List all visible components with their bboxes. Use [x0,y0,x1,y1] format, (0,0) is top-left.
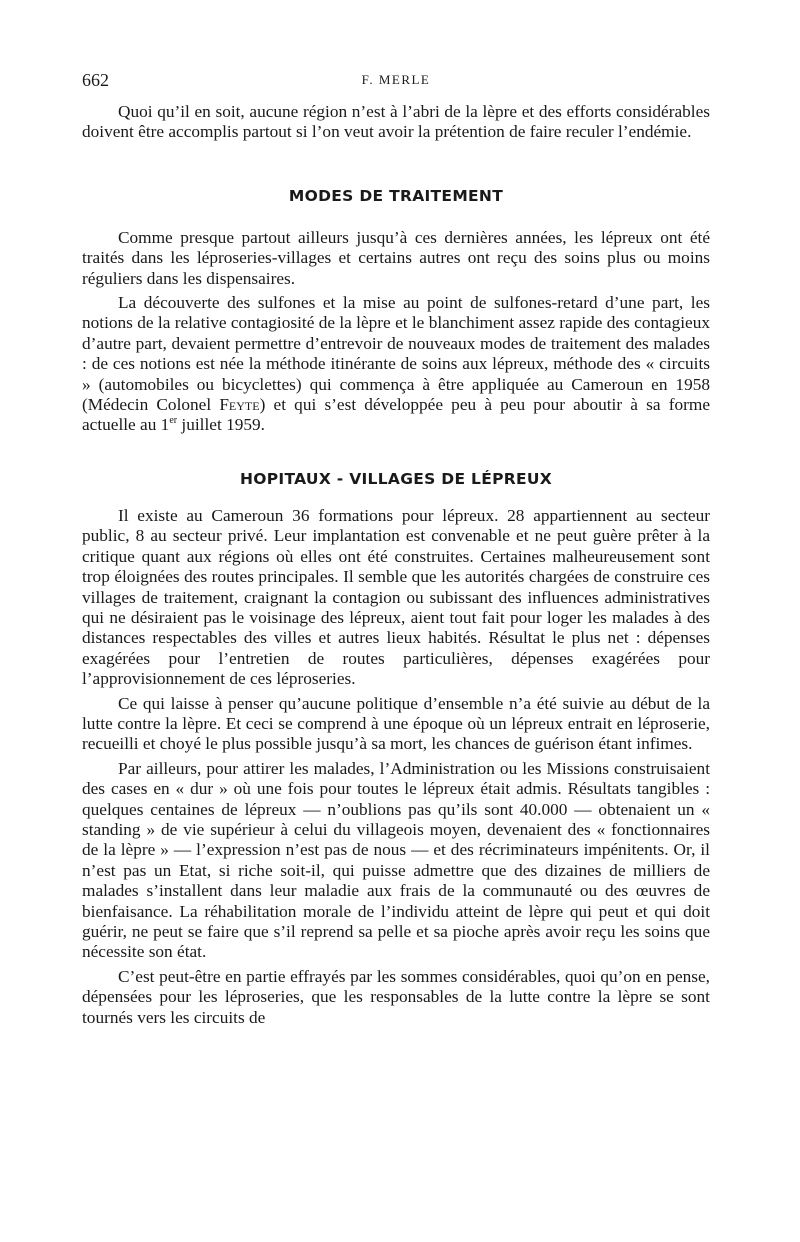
modes-paragraph-2-end: juillet 1959. [177,415,265,435]
modes-paragraph-2-mid: ) et qui s’est développée peu à peu pour aboutir à sa forme actuelle au 1 [82,395,710,435]
person-name-feyte: Feyte [219,395,260,415]
section-heading-modes-de-traitement: MODES DE TRAITEMENT [288,186,504,205]
modes-paragraph-2-text: La découverte des sulfones et la mise au point de sulfones-retard d’une part, les notions de la relative contagiosité de la lèpre et le blanchiment assez rapide des contagieux d’autre part, devaient permettre d’entrevoir de nouveaux modes de traitement des malades : de ces notions est née la méthode itinérante de soins aux lépreux, méthode des « circuits » (automobiles ou bicyclettes) qui commença à être appliquée au Cameroun en 1958 (Médecin Colonel [82,293,710,415]
modes-paragraph-2 [82,293,710,436]
section-heading-hopitaux-villages: HOPITAUX - VILLAGES DE LÉPREUX [239,469,553,488]
running-header [82,70,710,92]
modes-paragraph-1: Comme presque partout ailleurs jusqu’à ces dernières années, les lépreux ont été traités dans les léproseries-villages et certains autres ont reçu des soins plus ou moins réguliers dans les dispensaires. [82,227,710,288]
intro-paragraph: Quoi qu’il en soit, aucune région n’est à l’abri de la lèpre et des efforts considérables doivent être accomplis partout si l’on veut avoir la prétention de faire reculer l’endémie. [82,102,710,142]
ordinal-superscript: er [169,415,178,427]
page-number: 662 [82,70,109,90]
author-running-head: F. MERLE [361,72,431,87]
hopitaux-paragraph-3: Par ailleurs, pour attirer les malades, l’Administration ou les Missions construisaient des cases en « dur » où une fois pour toutes le lépreux était admis. Résultats tangibles : quelques centaines de lépreux — n’oublions pas qu’ils sont 40.000 — obtenaient un « standing » de vie supérieur à celui du villageois moyen, devenaient des « fonctionnaires de la lèpre » — l’expression n’est pas de nous — et des récriminateurs impénitents. Or, il n’est pas un Etat, si riche soit-il, qui puisse admettre que des dizaines de milliers de malades s’installent dans leur maladie aux frais de la communauté ou des œuvres de bienfaisance. La réhabilitation morale de l’individu atteint de lèpre qui peut et qui doit guérir, ne peut se faire que s’il reprend sa pelle et sa pioche après avoir reçu les soins que nécessite son état. [82,758,710,962]
hopitaux-paragraph-1: Il existe au Cameroun 36 formations pour lépreux. 28 appartiennent au secteur public, 8 au secteur privé. Leur implantation est convenable et ne peut guère prêter à la critique quant aux régions où elles ont été construites. Certaines malheureusement sont trop éloignées des routes principales. Il semble que les autorités chargées de construire ces villages de traitement, craignant la contagion ou subissant des influences administratives qui ne désiraient pas le voisinage des lépreux, aient tout fait pour loger les malades à des distances respectables des villes et autres lieux habités. Résultat le plus net : dépenses exagérées pour l’entretien de routes particulières, dépenses exagérées pour l’approvisionnement de ces léproseries. [82,505,710,689]
document-page [82,70,710,1028]
hopitaux-paragraph-4: C’est peut-être en partie effrayés par les sommes considérables, quoi qu’on en pense, dépensées pour les léproseries, que les responsables de la lutte contre la lèpre se sont tournés vers les circuits de [82,966,710,1027]
hopitaux-paragraph-2: Ce qui laisse à penser qu’aucune politique d’ensemble n’a été suivie au début de la lutte contre la lèpre. Et ceci se comprend à une époque où un lépreux entrait en léproserie, recueilli et choyé le plus possible jusqu’à sa mort, les chances de guérison étant infimes. [82,693,710,754]
